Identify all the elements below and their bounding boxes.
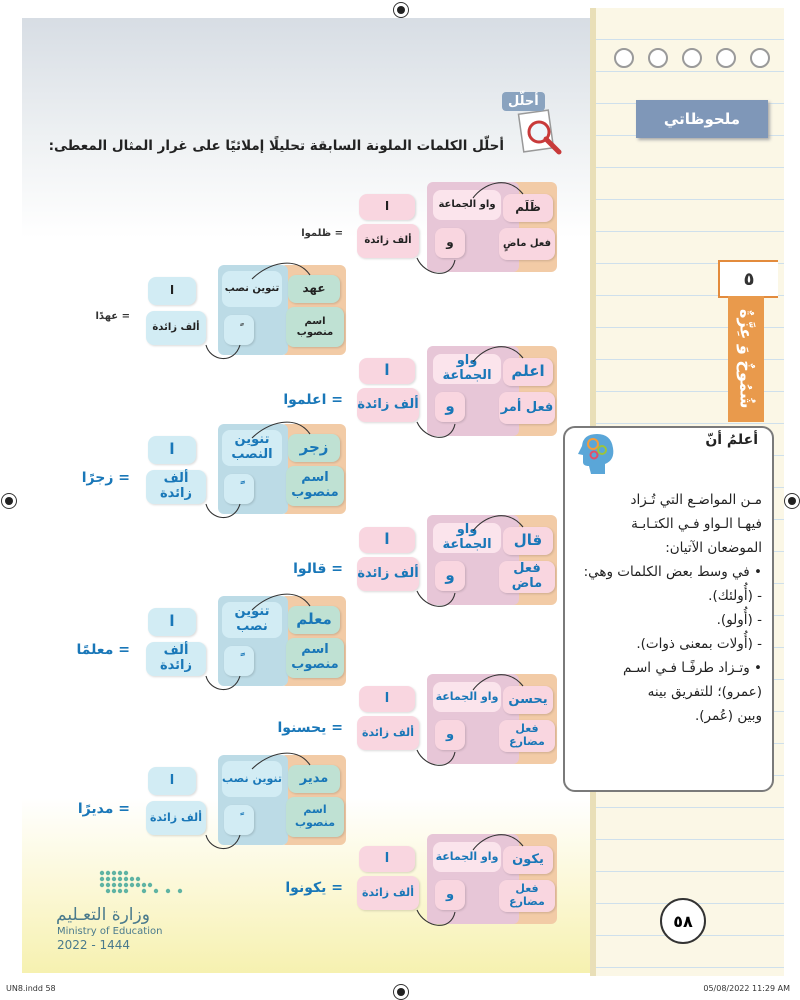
binder-ring xyxy=(614,48,634,68)
know-title: أعلمُ أنّ xyxy=(705,432,758,448)
registration-mark xyxy=(1,493,17,509)
category-box: فعل ماض xyxy=(499,561,555,593)
word-box: قال xyxy=(503,527,553,555)
alif-box: ا xyxy=(148,767,196,795)
unit-number: ٥ xyxy=(718,260,778,298)
result-word: = عهدًا xyxy=(95,311,130,322)
category-box: فعل مضارع xyxy=(499,880,555,912)
category-box: اسم منصوب xyxy=(286,797,344,837)
unit-title: شُمُوخٌ وَ عِزَّةٌ xyxy=(728,296,764,422)
waw-diagram xyxy=(277,672,565,762)
registration-mark xyxy=(393,2,409,18)
ministry-name-en: Ministry of Education xyxy=(57,926,163,937)
result-word: = يحسنوا xyxy=(277,720,343,736)
category-box: اسم منصوب xyxy=(286,466,344,506)
alif-label-box: ألف زائدة xyxy=(146,801,206,835)
know-line: وبين (عُمر). xyxy=(694,708,762,724)
waw-label-box: واو الجماعة xyxy=(433,682,501,712)
alif-box: ا xyxy=(148,277,196,305)
know-line: (عمرو)؛ للتفريق بينه xyxy=(647,684,762,700)
waw-box: و xyxy=(435,392,465,422)
instruction-text: أحلّل الكلمات الملونة السابقة تحليلًا إملائيًا على غرار المثال المعطى: xyxy=(48,138,504,154)
waw-label-box: واو الجماعة xyxy=(433,523,501,553)
result-word: = مديرًا xyxy=(77,801,130,817)
footer-file: UN8.indd 58 xyxy=(6,984,56,993)
analyze-label: أحلّل xyxy=(502,92,545,111)
ministry-name-ar: وزارة التعـليم xyxy=(56,905,150,925)
word-box: عهد xyxy=(288,275,340,303)
ministry-year: 2022 - 1444 xyxy=(57,938,131,952)
word-box: معلم xyxy=(288,606,340,634)
waw-label-box: واو الجماعة xyxy=(433,842,501,872)
alif-box: ا xyxy=(148,436,196,464)
category-box: فعل أمر xyxy=(499,392,555,424)
waw-label-box: واو الجماعة xyxy=(433,190,501,220)
result-word: = يكونوا xyxy=(285,880,343,896)
tanwin-diagram xyxy=(76,594,350,684)
result-word: = معلمًا xyxy=(76,642,130,658)
tanwin-diagram xyxy=(95,263,350,353)
tanwin-diagram xyxy=(77,753,350,843)
know-line: - (أُولئك). xyxy=(708,588,762,604)
waw-box: و xyxy=(435,561,465,591)
alif-label-box: ألف زائدة xyxy=(357,716,419,750)
waw-box: و xyxy=(435,880,465,910)
tanwin-label-box: تنوين نصب xyxy=(222,271,282,307)
tanwin-label-box: تنوين نصب xyxy=(222,602,282,638)
tanwin-label-box: تنوين النصب xyxy=(222,430,282,466)
category-box: اسم منصوب xyxy=(286,307,344,347)
alif-label-box: ألف زائدة xyxy=(357,388,419,422)
alif-box: ا xyxy=(359,846,415,872)
tanwin-diagram xyxy=(81,422,350,512)
binder-ring xyxy=(648,48,668,68)
alif-box: ا xyxy=(148,608,196,636)
notes-title: ملحوظاتي xyxy=(636,100,768,138)
know-line: الموضعان الآتيان: xyxy=(665,540,762,556)
waw-diagram xyxy=(285,832,565,922)
word-box: يكون xyxy=(503,846,553,874)
registration-mark xyxy=(393,984,409,1000)
page-number: ٥٨ xyxy=(660,898,706,944)
magnifier-icon xyxy=(515,106,563,158)
binder-ring xyxy=(716,48,736,68)
footer-date: 05/08/2022 11:29 AM xyxy=(703,984,790,993)
waw-diagram xyxy=(301,180,565,270)
result-word: = زجرًا xyxy=(81,470,130,486)
waw-box: و xyxy=(435,228,465,258)
alif-label-box: ألف زائدة xyxy=(357,876,419,910)
alif-box: ا xyxy=(359,686,415,712)
alif-box: ا xyxy=(359,358,415,384)
arrow-tanwin-to-alif xyxy=(140,422,460,522)
alif-box: ا xyxy=(359,194,415,220)
category-box: فعل مضارع xyxy=(499,720,555,752)
result-word: = ظلموا xyxy=(301,228,343,239)
alif-label-box: ألف زائدة xyxy=(146,642,206,676)
registration-mark xyxy=(784,493,800,509)
alif-label-box: ألف زائدة xyxy=(146,311,206,345)
know-line: • وتـزاد طرفًـا فـي اسـم xyxy=(623,660,762,676)
word-box: يحسن xyxy=(503,686,553,714)
arrow-waw-to-alif xyxy=(355,832,675,932)
waw-diagram xyxy=(293,513,565,603)
tanwin-label-box: تنوين نصب xyxy=(222,761,282,797)
waw-box: و xyxy=(435,720,465,750)
word-box: ظَلَم xyxy=(503,194,553,222)
know-line: • في وسط بعض الكلمات وهي: xyxy=(583,564,762,580)
know-line: مـن المواضـع التي تُـزاد xyxy=(630,492,762,508)
know-line: - (أُولو). xyxy=(716,612,762,628)
alif-box: ا xyxy=(359,527,415,553)
know-line: فيهـا الـواو فـي الكتـابـة xyxy=(631,516,762,532)
result-word: = قالوا xyxy=(293,561,343,577)
binder-ring xyxy=(750,48,770,68)
word-box: مدير xyxy=(288,765,340,793)
binder-ring xyxy=(682,48,702,68)
word-box: زجر xyxy=(288,434,340,462)
alif-label-box: ألف زائدة xyxy=(146,470,206,504)
alif-label-box: ألف زائدة xyxy=(357,224,419,258)
word-box: اعلم xyxy=(503,358,553,386)
know-line: - (أُولات بمعنى ذوات). xyxy=(636,636,762,652)
category-box: اسم منصوب xyxy=(286,638,344,678)
alif-label-box: ألف زائدة xyxy=(357,557,419,591)
waw-diagram xyxy=(283,344,565,434)
waw-label-box: واو الجماعة xyxy=(433,354,501,384)
category-box: فعل ماضٍ xyxy=(499,228,555,260)
result-word: = اعلموا xyxy=(283,392,343,408)
